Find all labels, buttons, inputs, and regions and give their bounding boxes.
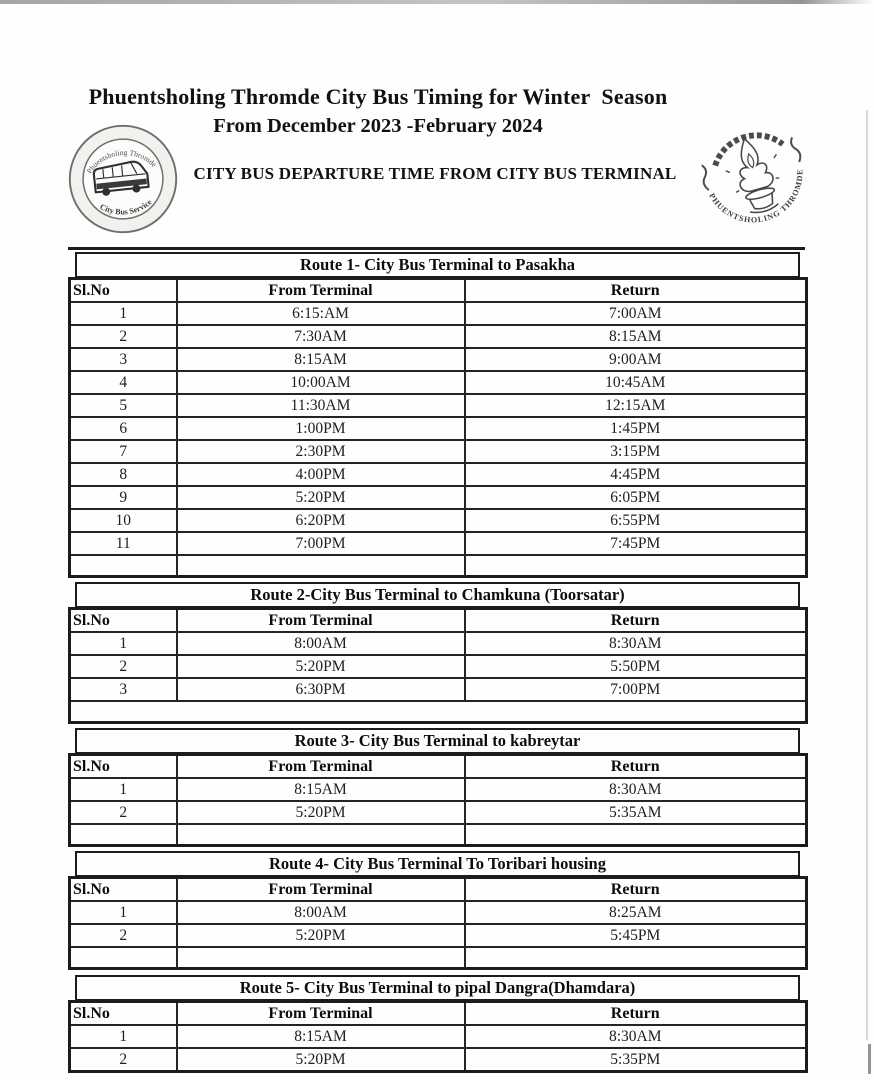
route-title: Route 5- City Bus Terminal to pipal Dangra(Dhamdara) (75, 975, 800, 1001)
empty-cell (465, 555, 807, 577)
empty-cell (177, 824, 465, 846)
cell-return: 8:30AM (465, 632, 807, 655)
empty-cell (70, 701, 807, 723)
cell-slno: 4 (70, 371, 177, 394)
right-flourish (790, 137, 802, 163)
column-header: Return (465, 755, 807, 779)
cell-return: 7:45PM (465, 532, 807, 555)
cell-return: 4:45PM (465, 463, 807, 486)
cell-slno: 3 (70, 678, 177, 701)
table-row (70, 486, 807, 509)
cell-slno: 1 (70, 302, 177, 325)
route-title: Route 3- City Bus Terminal to kabreytar (75, 728, 800, 754)
cell-from-terminal: 11:30AM (177, 394, 465, 417)
route-table (68, 607, 808, 724)
column-header: From Terminal (177, 1002, 465, 1026)
route-table (68, 876, 808, 970)
cell-return: 8:30AM (465, 778, 807, 801)
cell-from-terminal: 8:15AM (177, 778, 465, 801)
table-row (70, 901, 807, 924)
document-date-range: From December 2023 -February 2024 (213, 115, 543, 137)
cell-from-terminal: 6:15:AM (177, 302, 465, 325)
route-table (68, 277, 808, 578)
cell-return: 10:45AM (465, 371, 807, 394)
cell-from-terminal: 1:00PM (177, 417, 465, 440)
column-header: Return (465, 1002, 807, 1026)
column-header: From Terminal (177, 755, 465, 779)
empty-cell (70, 947, 177, 969)
left-flourish (699, 165, 711, 191)
empty-row (70, 701, 807, 723)
table-row (70, 302, 807, 325)
cell-return: 5:50PM (465, 655, 807, 678)
route-table (68, 753, 808, 847)
cell-from-terminal: 8:00AM (177, 632, 465, 655)
column-header-row (70, 878, 807, 902)
table-row (70, 509, 807, 532)
cell-slno: 2 (70, 1048, 177, 1072)
cell-slno: 10 (70, 509, 177, 532)
column-header: Return (465, 279, 807, 303)
cell-slno: 1 (70, 632, 177, 655)
cell-return: 12:15AM (465, 394, 807, 417)
route-section (68, 247, 805, 578)
column-header: Return (465, 609, 807, 633)
table-row (70, 440, 807, 463)
column-header: Sl.No (70, 279, 177, 303)
cell-from-terminal: 6:20PM (177, 509, 465, 532)
cell-slno: 5 (70, 394, 177, 417)
column-header-row (70, 1002, 807, 1026)
empty-cell (465, 824, 807, 846)
city-bus-service-logo (60, 116, 185, 241)
empty-cell (70, 824, 177, 846)
cell-from-terminal: 5:20PM (177, 924, 465, 947)
empty-cell (177, 555, 465, 577)
logo-top-arc-text: Phuentsholing Thromde (84, 147, 159, 176)
cell-from-terminal: 5:20PM (177, 486, 465, 509)
empty-cell (177, 947, 465, 969)
cell-return: 6:55PM (465, 509, 807, 532)
table-row (70, 778, 807, 801)
cell-slno: 2 (70, 801, 177, 824)
cell-return: 5:45PM (465, 924, 807, 947)
route-section (68, 851, 805, 970)
table-row (70, 417, 807, 440)
column-header: From Terminal (177, 878, 465, 902)
cell-return: 8:15AM (465, 325, 807, 348)
empty-row (70, 824, 807, 846)
cell-slno: 6 (70, 417, 177, 440)
table-row (70, 1048, 807, 1072)
cell-from-terminal: 4:00PM (177, 463, 465, 486)
table-row (70, 655, 807, 678)
cell-return: 7:00AM (465, 302, 807, 325)
cell-return: 6:05PM (465, 486, 807, 509)
column-header-row (70, 755, 807, 779)
empty-cell (465, 947, 807, 969)
cell-return: 9:00AM (465, 348, 807, 371)
cell-slno: 1 (70, 1025, 177, 1048)
column-header: Return (465, 878, 807, 902)
cell-return: 7:00PM (465, 678, 807, 701)
cell-slno: 2 (70, 655, 177, 678)
dzongkha-script-arc (710, 127, 784, 165)
column-header-row (70, 279, 807, 303)
cell-return: 8:25AM (465, 901, 807, 924)
table-row (70, 371, 807, 394)
table-row (70, 1025, 807, 1048)
column-header: From Terminal (177, 609, 465, 633)
cell-from-terminal: 8:15AM (177, 348, 465, 371)
cell-from-terminal: 6:30PM (177, 678, 465, 701)
route-section (68, 728, 805, 847)
table-row (70, 678, 807, 701)
timetable-section (68, 247, 805, 1077)
column-header: Sl.No (70, 1002, 177, 1026)
column-header: Sl.No (70, 878, 177, 902)
route-section (68, 975, 805, 1073)
cell-from-terminal: 8:15AM (177, 1025, 465, 1048)
cell-from-terminal: 8:00AM (177, 901, 465, 924)
cell-slno: 2 (70, 325, 177, 348)
logo-bottom-arc-text: City Bus Service (98, 197, 154, 217)
scan-artifact-top (0, 0, 874, 4)
cell-from-terminal: 5:20PM (177, 655, 465, 678)
column-header: Sl.No (70, 609, 177, 633)
document-subtitle: CITY BUS DEPARTURE TIME FROM CITY BUS TERMINAL (193, 164, 677, 183)
table-row (70, 325, 807, 348)
table-row (70, 924, 807, 947)
route-title: Route 2-City Bus Terminal to Chamkuna (Toorsatar) (75, 582, 800, 608)
cell-slno: 9 (70, 486, 177, 509)
table-row (70, 394, 807, 417)
cell-slno: 8 (70, 463, 177, 486)
cell-slno: 11 (70, 532, 177, 555)
cell-return: 5:35PM (465, 1048, 807, 1072)
document-title: Phuentsholing Thromde City Bus Timing for Winter Season (88, 84, 668, 109)
cell-from-terminal: 7:00PM (177, 532, 465, 555)
cell-slno: 7 (70, 440, 177, 463)
column-header: Sl.No (70, 755, 177, 779)
table-row (70, 801, 807, 824)
cell-return: 8:30AM (465, 1025, 807, 1048)
emblem-bottom-arc-text: PHUENTSHOLING THROMDE (707, 168, 805, 225)
cell-return: 5:35AM (465, 801, 807, 824)
cell-slno: 2 (70, 924, 177, 947)
route-title: Route 4- City Bus Terminal To Toribari housing (75, 851, 800, 877)
route-section (68, 582, 805, 724)
table-row (70, 348, 807, 371)
cell-slno: 3 (70, 348, 177, 371)
cell-slno: 1 (70, 901, 177, 924)
column-header: From Terminal (177, 279, 465, 303)
table-row (70, 463, 807, 486)
empty-row (70, 947, 807, 969)
empty-row (70, 555, 807, 577)
empty-cell (70, 555, 177, 577)
route-title: Route 1- City Bus Terminal to Pasakha (75, 252, 800, 278)
table-row (70, 532, 807, 555)
cell-return: 1:45PM (465, 417, 807, 440)
scan-artifact-bottom-right (868, 1044, 871, 1074)
cell-from-terminal: 5:20PM (177, 1048, 465, 1072)
cell-slno: 1 (70, 778, 177, 801)
cell-from-terminal: 10:00AM (177, 371, 465, 394)
route-table (68, 1000, 808, 1073)
table-row (70, 632, 807, 655)
cell-return: 3:15PM (465, 440, 807, 463)
cell-from-terminal: 7:30AM (177, 325, 465, 348)
cell-from-terminal: 2:30PM (177, 440, 465, 463)
column-header-row (70, 609, 807, 633)
scan-artifact-right-edge (866, 110, 868, 1040)
cell-from-terminal: 5:20PM (177, 801, 465, 824)
